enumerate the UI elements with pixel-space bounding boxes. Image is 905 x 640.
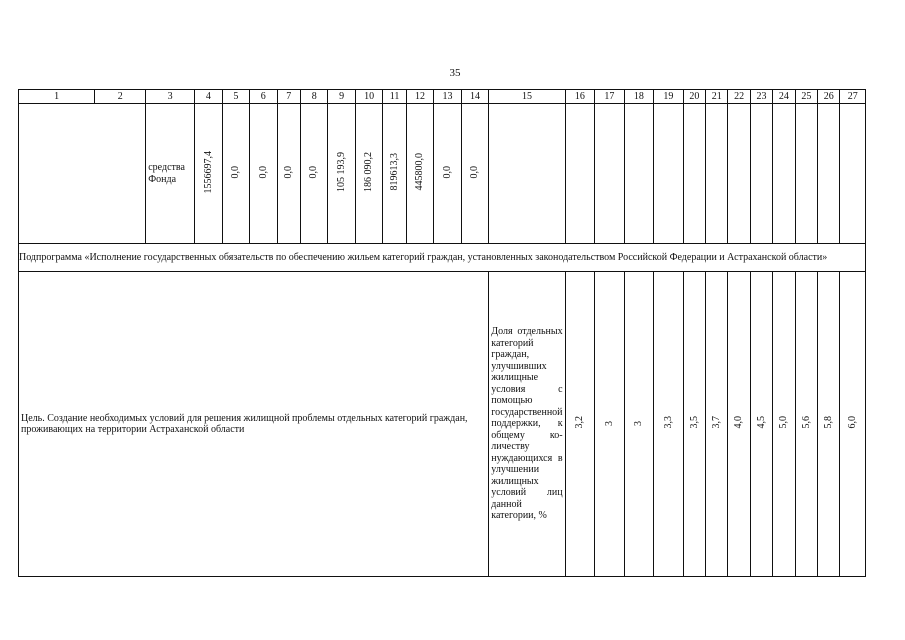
empty-cell [624,104,654,244]
column-header: 6 [250,90,277,104]
indicator-value: 3,2 [565,272,595,577]
funding-value: 0,0 [277,104,300,244]
column-header: 1 [19,90,95,104]
funding-value: 0,0 [250,104,277,244]
empty-cell [489,104,565,244]
column-header: 2 [95,90,146,104]
funding-row [19,104,866,244]
column-header: 26 [818,90,840,104]
column-header: 22 [728,90,750,104]
funding-value: 819613,3 [383,104,406,244]
goal-row [19,272,866,577]
indicator-value: 3 [595,272,625,577]
subprogram-title: Подпрограмма «Исполнение государственных обязательств по обеспечению жильем категорий граждан, установленных законодательством Российской Федерации и Астраханской области» [19,244,866,272]
empty-cell [565,104,595,244]
empty-cell [750,104,772,244]
column-header: 5 [222,90,249,104]
indicator-value: 4,0 [728,272,750,577]
funding-value: 0,0 [222,104,249,244]
column-header: 4 [195,90,222,104]
column-header: 14 [461,90,488,104]
column-header: 24 [773,90,795,104]
column-header: 10 [355,90,382,104]
funding-value: 1556697,4 [195,104,222,244]
empty-cell [683,104,705,244]
column-header: 17 [595,90,625,104]
empty-cell [595,104,625,244]
indicator-value: 6,0 [840,272,866,577]
indicator-value: 3,3 [654,272,684,577]
empty-cell [818,104,840,244]
column-header: 13 [434,90,461,104]
funding-value: 0,0 [461,104,488,244]
column-number-row [19,90,866,104]
empty-cell [795,104,817,244]
funding-source: средства Фонда [146,104,195,244]
column-header: 27 [840,90,866,104]
column-header: 18 [624,90,654,104]
funding-value: 186 090,2 [355,104,382,244]
column-header: 25 [795,90,817,104]
indicator-value: 4,5 [750,272,772,577]
indicator-value: 3,5 [683,272,705,577]
indicator-value: 5,0 [773,272,795,577]
indicator-text: Доля отдельных категорий граждан, улучшивших жилищные условия с помощью государственной поддержки, к общему количеству нуждающихся в улучшении жилищных условий лиц данной категории, % [489,272,565,577]
indicator-value: 3 [624,272,654,577]
empty-cell [654,104,684,244]
empty-cell [728,104,750,244]
indicator-value: 3,7 [706,272,728,577]
funding-value: 445800,0 [406,104,433,244]
column-header: 11 [383,90,406,104]
column-header: 23 [750,90,772,104]
empty-cell [840,104,866,244]
subprogram-row [19,244,866,272]
column-header: 7 [277,90,300,104]
column-header: 12 [406,90,433,104]
empty-cell [19,104,146,244]
column-header: 3 [146,90,195,104]
indicator-value: 5,6 [795,272,817,577]
page-number: 35 [449,67,461,79]
column-header: 15 [489,90,565,104]
program-table [18,89,866,577]
empty-cell [773,104,795,244]
indicator-value: 5,8 [818,272,840,577]
funding-value: 105 193,9 [328,104,355,244]
column-header: 8 [300,90,327,104]
column-header: 16 [565,90,595,104]
goal-text: Цель. Создание необходимых условий для решения жилищной проблемы отдельных категорий граждан, проживающих на территории Астраханской области [19,272,489,577]
column-header: 19 [654,90,684,104]
funding-value: 0,0 [434,104,461,244]
empty-cell [706,104,728,244]
funding-value: 0,0 [300,104,327,244]
column-header: 21 [706,90,728,104]
column-header: 9 [328,90,355,104]
column-header: 20 [683,90,705,104]
